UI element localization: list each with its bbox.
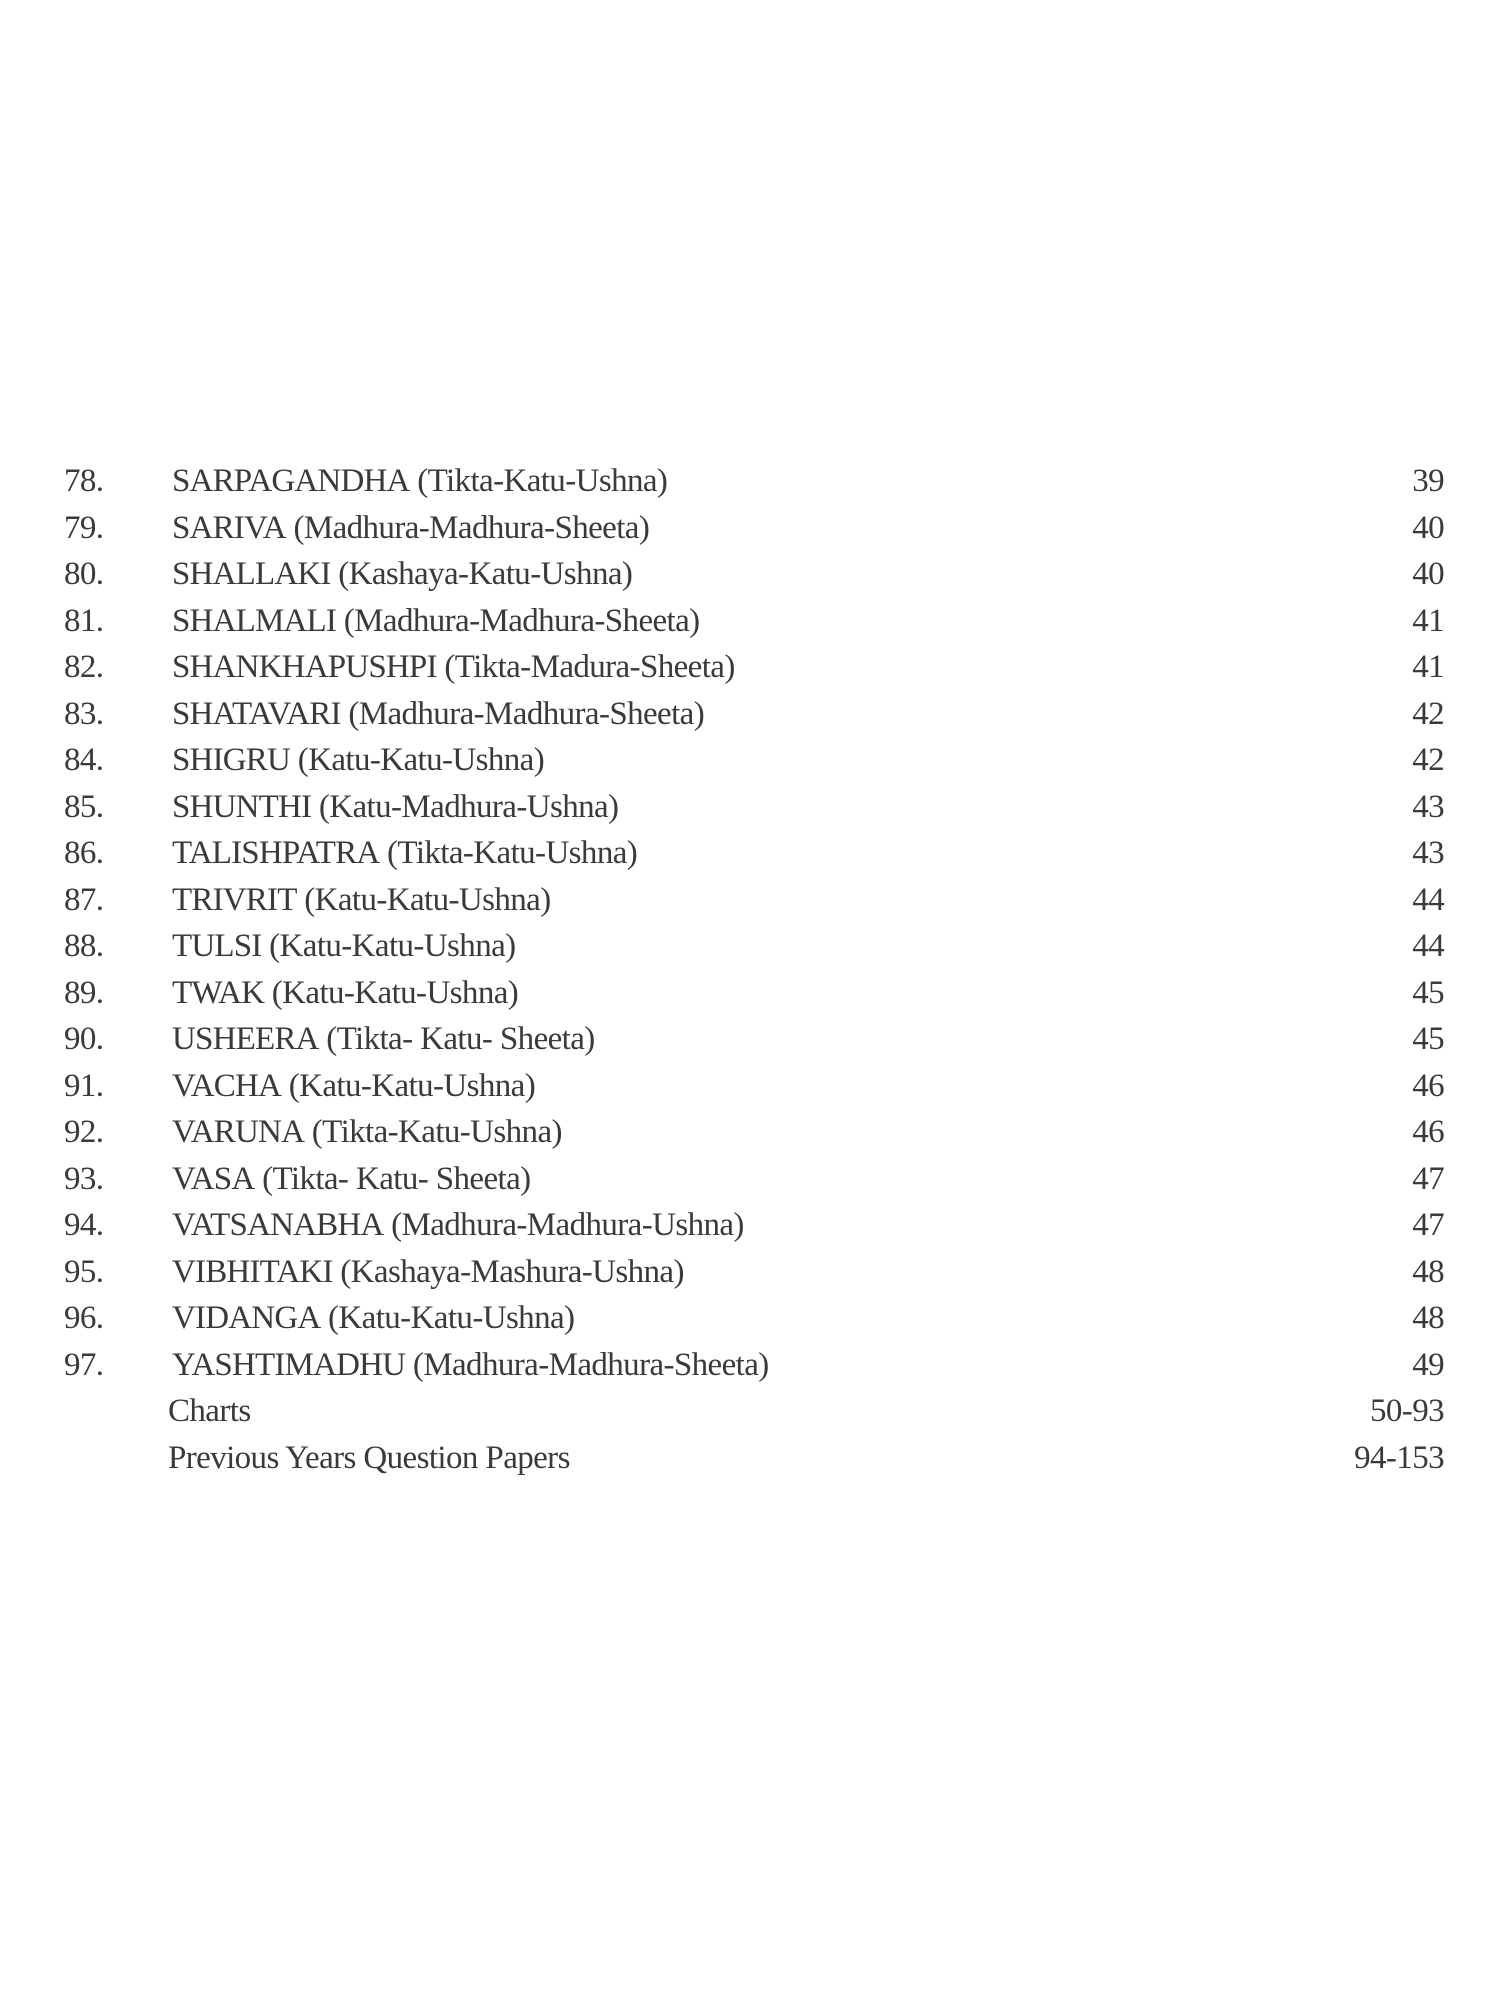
entry-properties: (Kashaya-Katu-Ushna) (338, 556, 633, 592)
toc-entry (0, 551, 1500, 598)
entry-properties: (Madhura-Madhura-Ushna) (391, 1207, 744, 1243)
entry-number: 96. (64, 1300, 104, 1336)
toc-entry (0, 877, 1500, 924)
entry-page: 46 (1412, 1114, 1444, 1150)
entry-properties: (Tikta-Madura-Sheeta) (444, 649, 735, 685)
entry-number: 92. (64, 1114, 104, 1150)
entry-title (172, 737, 544, 784)
toc-entry (0, 458, 1500, 505)
toc-entry (0, 784, 1500, 831)
entry-title (172, 1202, 744, 1249)
toc-entry (0, 1249, 1500, 1296)
entry-name: SHALMALI (172, 602, 337, 639)
entry-page: 44 (1412, 928, 1444, 964)
entry-page: 48 (1412, 1300, 1444, 1336)
entry-number: 81. (64, 602, 104, 639)
toc-entry (0, 1202, 1500, 1249)
entry-properties: (Katu-Madhura-Ushna) (318, 788, 619, 825)
entry-name: VATSANABHA (172, 1207, 384, 1243)
entry-number: 85. (64, 788, 104, 825)
entry-page: 41 (1412, 649, 1444, 685)
entry-number: 93. (64, 1160, 104, 1197)
entry-number: 82. (64, 649, 104, 685)
entry-number: 88. (64, 928, 104, 964)
entry-page: 94-153 (1354, 1439, 1444, 1476)
entry-name: TWAK (172, 974, 265, 1011)
entry-page: 42 (1412, 742, 1444, 778)
entry-page: 47 (1412, 1207, 1444, 1243)
entry-name: SHIGRU (172, 742, 291, 778)
entry-title: Previous Years Question Papers (168, 1439, 570, 1476)
entry-page: 50-93 (1370, 1393, 1444, 1429)
entry-properties: (Madhura-Madhura-Sheeta) (343, 602, 700, 639)
entry-properties: (Madhura-Madhura-Sheeta) (412, 1346, 769, 1383)
entry-title: Charts (168, 1393, 251, 1429)
entry-name: VASA (172, 1160, 255, 1197)
entry-name: VARUNA (172, 1114, 305, 1150)
entry-name: TULSI (172, 928, 262, 964)
entry-name: TRIVRIT (172, 881, 297, 918)
entry-title (172, 830, 637, 877)
entry-number: 89. (64, 974, 104, 1011)
toc-entry (0, 691, 1500, 738)
toc-entry-question-papers (0, 1435, 1500, 1482)
entry-name: VIDANGA (172, 1300, 321, 1336)
entry-name: SHATAVARI (172, 695, 341, 732)
entry-number: 80. (64, 556, 104, 592)
entry-title (172, 1063, 535, 1110)
entry-title (172, 551, 632, 598)
entry-properties: (Katu-Katu-Ushna) (304, 881, 551, 918)
table-of-contents (0, 458, 1500, 1481)
entry-number: 91. (64, 1067, 104, 1104)
entry-page: 45 (1412, 974, 1444, 1011)
entry-name: TALISHPATRA (172, 835, 380, 871)
entry-title (172, 691, 704, 738)
entry-page: 49 (1412, 1346, 1444, 1383)
toc-entry (0, 830, 1500, 877)
entry-properties: (Katu-Katu-Ushna) (271, 974, 519, 1011)
entry-properties: (Katu-Katu-Ushna) (269, 928, 516, 964)
entry-number: 78. (64, 463, 104, 499)
entry-name: YASHTIMADHU (172, 1346, 406, 1383)
entry-page: 48 (1412, 1253, 1444, 1290)
toc-entry (0, 598, 1500, 645)
entry-name: SARPAGANDHA (172, 463, 410, 499)
entry-page: 43 (1412, 788, 1444, 825)
entry-page: 47 (1412, 1160, 1444, 1197)
toc-entry-charts (0, 1388, 1500, 1435)
entry-properties: (Tikta- Katu- Sheeta) (326, 1021, 595, 1057)
entry-page: 44 (1412, 881, 1444, 918)
entry-name: VACHA (172, 1067, 282, 1104)
entry-properties: (Tikta-Katu-Ushna) (311, 1114, 562, 1150)
entry-properties: (Tikta- Katu- Sheeta) (262, 1160, 531, 1197)
toc-entry (0, 1016, 1500, 1063)
entry-name: SHALLAKI (172, 556, 331, 592)
toc-entry (0, 1295, 1500, 1342)
toc-entry (0, 923, 1500, 970)
entry-title (172, 505, 649, 552)
entry-title (172, 1156, 531, 1203)
entry-number: 86. (64, 835, 104, 871)
entry-title (172, 1016, 595, 1063)
entry-number: 90. (64, 1021, 104, 1057)
entry-name: SHUNTHI (172, 788, 312, 825)
entry-name: SHANKHAPUSHPI (172, 649, 437, 685)
entry-page: 43 (1412, 835, 1444, 871)
entry-title (172, 1249, 684, 1296)
entry-name: SARIVA (172, 509, 286, 546)
entry-properties: (Madhura-Madhura-Sheeta) (348, 695, 705, 732)
entry-number: 94. (64, 1207, 104, 1243)
entry-title (172, 1342, 769, 1389)
toc-entry (0, 505, 1500, 552)
entry-title (172, 458, 667, 505)
entry-number: 83. (64, 695, 104, 732)
entry-page: 42 (1412, 695, 1444, 732)
entry-number: 79. (64, 509, 104, 546)
toc-entry (0, 1109, 1500, 1156)
entry-page: 39 (1412, 463, 1444, 499)
toc-entry (0, 1342, 1500, 1389)
entry-page: 45 (1412, 1021, 1444, 1057)
entry-properties: (Tikta-Katu-Ushna) (417, 463, 668, 499)
toc-entry (0, 1156, 1500, 1203)
entry-number: 97. (64, 1346, 104, 1383)
entry-title (172, 1295, 574, 1342)
entry-title (172, 784, 618, 831)
entry-title (172, 877, 551, 924)
toc-entry (0, 1063, 1500, 1110)
entry-name: VIBHITAKI (172, 1253, 333, 1290)
toc-entry (0, 737, 1500, 784)
entry-page: 40 (1412, 509, 1444, 546)
entry-properties: (Madhura-Madhura-Sheeta) (293, 509, 650, 546)
entry-title (172, 970, 518, 1017)
entry-page: 41 (1412, 602, 1444, 639)
entry-properties: (Kashaya-Mashura-Ushna) (340, 1253, 684, 1290)
entry-page: 40 (1412, 556, 1444, 592)
entry-number: 95. (64, 1253, 104, 1290)
entry-page: 46 (1412, 1067, 1444, 1104)
entry-properties: (Katu-Katu-Ushna) (328, 1300, 575, 1336)
entry-title (172, 1109, 562, 1156)
entry-number: 87. (64, 881, 104, 918)
entry-properties: (Tikta-Katu-Ushna) (387, 835, 638, 871)
toc-entry (0, 644, 1500, 691)
entry-title (172, 644, 735, 691)
toc-entry (0, 970, 1500, 1017)
entry-title (172, 923, 516, 970)
entry-title (172, 598, 700, 645)
entry-properties: (Katu-Katu-Ushna) (288, 1067, 536, 1104)
entry-number: 84. (64, 742, 104, 778)
entry-name: USHEERA (172, 1021, 319, 1057)
entry-properties: (Katu-Katu-Ushna) (297, 742, 545, 778)
